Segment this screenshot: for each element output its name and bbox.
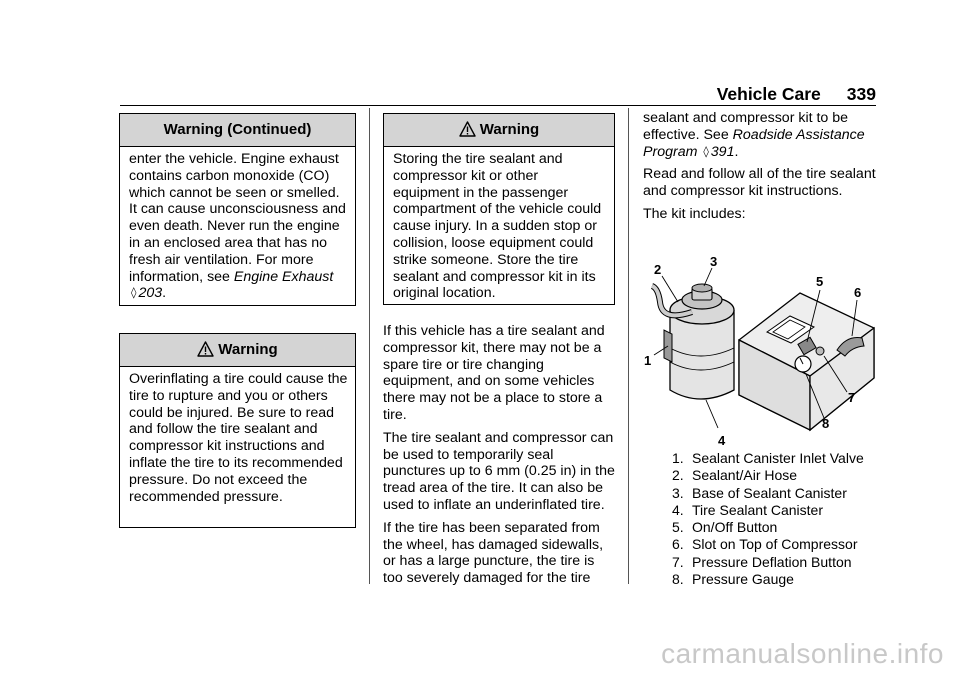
warning-continued-box	[119, 113, 356, 306]
roadside-assistance-link[interactable]: Roadside Assistance Program	[643, 126, 865, 160]
warning-continued-title: Warning (Continued)	[120, 114, 355, 147]
overinflate-warning-title: Warning	[218, 341, 278, 358]
legend-label: Slot on Top of Compressor	[692, 536, 858, 553]
callout-3: 3	[710, 254, 718, 269]
warning-continued-body	[120, 147, 355, 308]
overinflate-warning-box	[119, 333, 356, 528]
warning-triangle-icon	[197, 341, 214, 357]
sealant-canister-icon	[652, 284, 734, 399]
paragraph: If this vehicle has a tire sealant and compressor kit, there may not be a spare tire or tire changing equipment, and on some vehicles there may not be a place to store a tire.	[383, 323, 605, 423]
callout-6: 6	[854, 285, 862, 300]
callout-1: 1	[644, 353, 652, 368]
callout-2: 2	[654, 262, 662, 277]
legend-number: 2.	[672, 467, 684, 484]
legend-number: 3.	[672, 484, 684, 501]
page-reference-icon: ◊	[703, 144, 709, 158]
callout-5: 5	[816, 274, 824, 289]
paragraph: The tire sealant and compressor can be used to temporarily seal punctures up to 6 mm (0.25 in) in the tread area of the tire. It can also be used to inflate an underinflated tire.	[383, 429, 615, 513]
callout-4: 4	[718, 433, 726, 448]
kit-legend	[672, 450, 892, 588]
sealant-compressor-kit-illustration	[642, 250, 882, 448]
warning-continued-text: enter the vehicle. Engine exhaust contains carbon monoxide (CO) which cannot be seen or smelled. It can cause unconsciousness and even death. Never run the engine in an enclosed area that has no fresh air ventilation. For more information, see	[129, 151, 346, 285]
legend-label: Pressure Gauge	[692, 571, 794, 588]
sentence-end: .	[734, 143, 739, 160]
legend-number: 5.	[672, 519, 684, 536]
legend-label: Base of Sealant Canister	[692, 484, 847, 501]
sentence-end: .	[162, 285, 167, 302]
legend-number: 4.	[672, 501, 684, 518]
storage-warning-title: Warning	[479, 121, 540, 138]
compressor-icon	[739, 293, 874, 430]
callout-8: 8	[822, 416, 830, 431]
paragraph: Read and follow all of the tire sealant and compressor kit instructions.	[643, 166, 876, 200]
engine-exhaust-page[interactable]: 203	[138, 285, 163, 302]
header-rule	[120, 105, 876, 106]
legend-label: Sealant Canister Inlet Valve	[692, 450, 864, 466]
legend-number: 6.	[672, 536, 684, 553]
legend-item	[672, 485, 892, 502]
watermark: carmanualsonline.info	[661, 638, 944, 669]
column-divider	[628, 108, 629, 584]
legend-label: Tire Sealant Canister	[692, 501, 823, 518]
legend-label: On/Off Button	[692, 519, 778, 536]
overinflate-warning-text: Overinflating a tire could cause the tire to rupture and you or others could be injured. Be sure to read and follow the tire sealant and compressor kit instructions and inflate the tire to its recommended pressure. Do not exceed the recommended pressure.	[129, 371, 348, 505]
paragraph	[643, 110, 879, 160]
overinflate-warning-header	[120, 334, 355, 367]
column-2-text	[383, 323, 615, 593]
effective-text: sealant and compressor kit to be effective. See	[643, 110, 849, 143]
paragraph: The kit includes:	[643, 205, 746, 222]
page-header	[717, 84, 876, 105]
storage-warning-text: Storing the tire sealant and compressor kit or other equipment in the passenger compartment of the vehicle could cause injury. In a sudden stop or collision, loose equipment could strike someone. Store the tire sealant and compressor kit in its original location.	[393, 151, 602, 302]
legend-label: Sealant/Air Hose	[692, 467, 798, 484]
page-reference-icon: ◊	[131, 286, 137, 300]
legend-item	[672, 571, 892, 588]
storage-warning-header	[384, 114, 614, 147]
storage-warning-box	[383, 113, 615, 305]
paragraph: If the tire has been separated from the wheel, has damaged sidewalls, or has a large puncture, the tire is too severely damaged for the tire	[383, 519, 604, 587]
legend-number: 7.	[672, 553, 684, 570]
roadside-assistance-page[interactable]: 391	[710, 143, 735, 160]
page-number: 339	[846, 84, 876, 104]
legend-item	[672, 450, 892, 467]
legend-item	[672, 502, 892, 519]
legend-item	[672, 519, 892, 536]
legend-item	[672, 467, 892, 484]
legend-number: 8.	[672, 571, 684, 588]
column-divider	[369, 108, 370, 584]
legend-item	[672, 536, 892, 553]
legend-label: Pressure Deflation Button	[692, 553, 852, 570]
engine-exhaust-link[interactable]: Engine Exhaust	[233, 268, 334, 285]
legend-item	[672, 554, 892, 571]
section-title: Vehicle Care	[716, 84, 821, 104]
legend-number: 1.	[672, 450, 684, 466]
warning-triangle-icon	[459, 121, 476, 137]
column-3-text	[643, 110, 879, 229]
callout-7: 7	[848, 390, 856, 405]
